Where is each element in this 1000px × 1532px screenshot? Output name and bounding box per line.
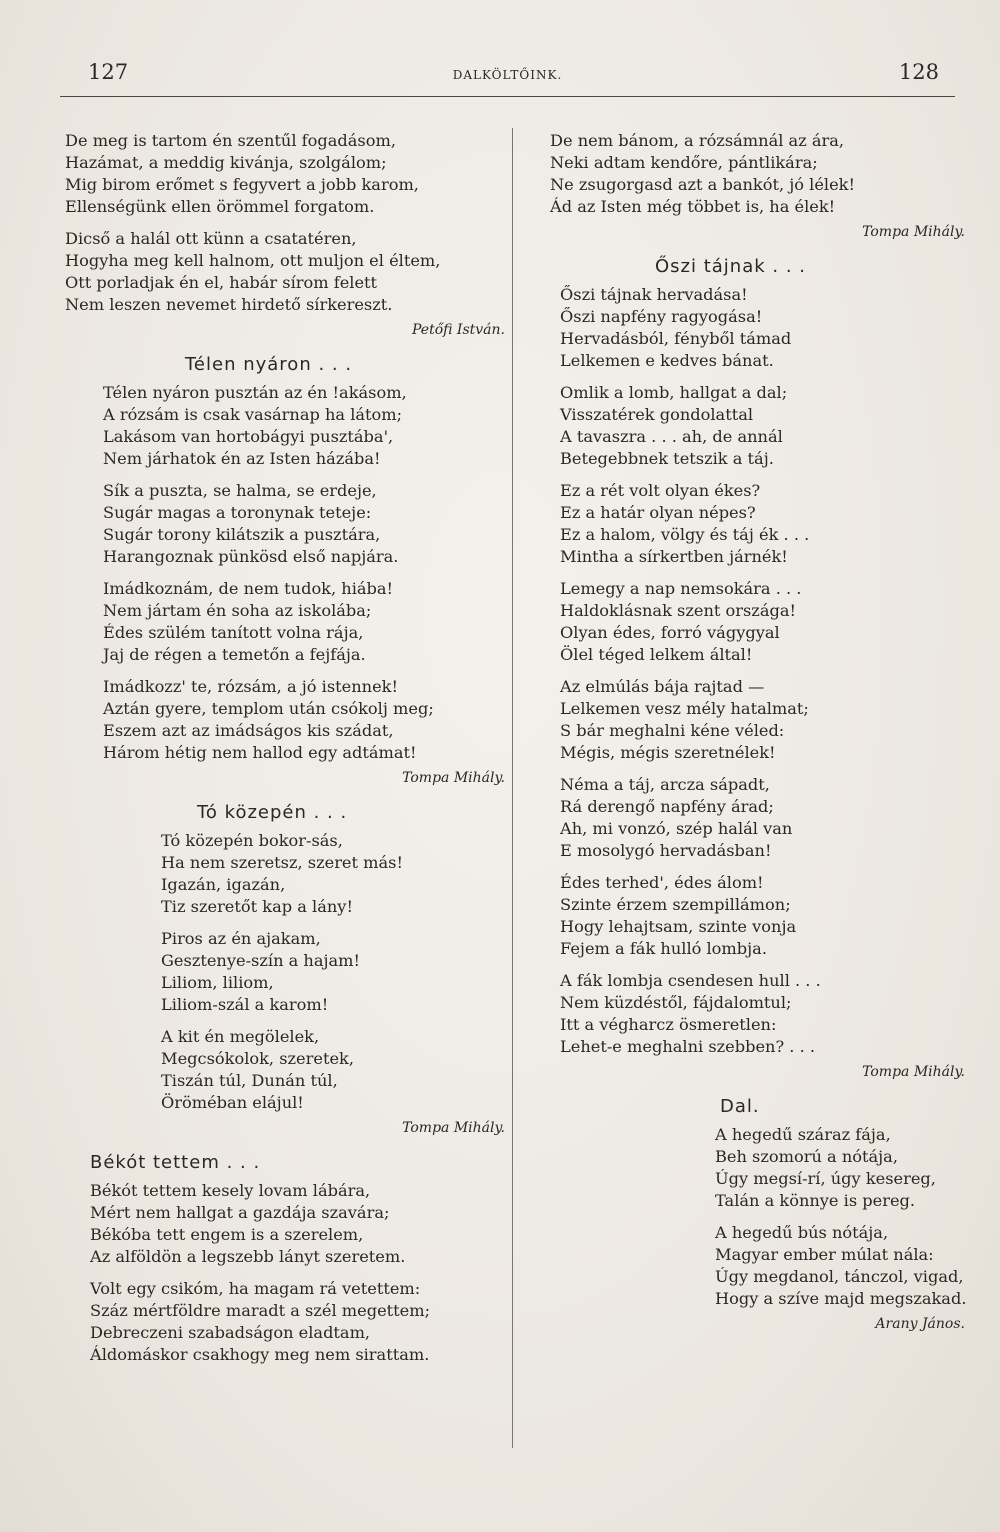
verse-line: Télen nyáron pusztán az én !akásom, xyxy=(103,383,407,402)
verse-line: Liliom, liliom, xyxy=(161,973,274,992)
verse-line: Harangoznak pünkösd első napjára. xyxy=(103,547,399,566)
verse-line: Itt a végharcz ösmeretlen: xyxy=(560,1015,777,1034)
stanza xyxy=(550,676,965,764)
poem xyxy=(65,798,505,1138)
stanza xyxy=(550,1124,965,1212)
verse-line: Imádkozz' te, rózsám, a jó istennek! xyxy=(103,677,398,696)
verse-line: Ah, mi vonzó, szép halál van xyxy=(560,819,793,838)
stanza xyxy=(65,676,505,764)
stanza xyxy=(65,228,505,316)
verse-line: Hogy lehajtsam, szinte vonja xyxy=(560,917,797,936)
stanza xyxy=(65,382,505,470)
verse-line: Betegebbnek tetszik a táj. xyxy=(560,449,774,468)
poem xyxy=(550,130,965,242)
verse-line: Hogyha meg kell halnom, ott muljon el éltem, xyxy=(65,251,441,270)
stanza xyxy=(550,872,965,960)
page-number-right: 128 xyxy=(898,60,939,84)
verse-line: De meg is tartom én szentűl fogadásom, xyxy=(65,131,396,150)
verse-line: Hogy a szíve majd megszakad. xyxy=(715,1289,967,1308)
verse-line: Olyan édes, forró vágygyal xyxy=(560,623,780,642)
verse-line: Hazámat, a meddig kivánja, szolgálom; xyxy=(65,153,387,172)
poem xyxy=(550,1092,965,1334)
stanza xyxy=(550,480,965,568)
poem xyxy=(65,350,505,788)
verse-line: Haldoklásnak szent országa! xyxy=(560,601,797,620)
stanza xyxy=(65,1026,505,1114)
verse-line: Eszem azt az imádságos kis szádat, xyxy=(103,721,394,740)
verse-line: A rózsám is csak vasárnap ha látom; xyxy=(103,405,403,424)
poem-author: Tompa Mihály. xyxy=(402,770,505,786)
stanza xyxy=(65,1180,505,1268)
verse-line: Beh szomorú a nótája, xyxy=(715,1147,898,1166)
verse-line: A kit én megölelek, xyxy=(161,1027,320,1046)
running-title: DALKÖLTŐINK. xyxy=(452,68,563,82)
verse-line: Jaj de régen a temetőn a fejfája. xyxy=(103,645,366,664)
poem-author: Tompa Mihály. xyxy=(862,224,965,240)
right-column xyxy=(550,130,965,1344)
verse-line: Nem járhatok én az Isten házába! xyxy=(103,449,381,468)
poem xyxy=(65,130,505,340)
verse-line: Ha nem szeretsz, szeret más! xyxy=(161,853,403,872)
left-column xyxy=(65,130,505,1376)
verse-line: A hegedű bús nótája, xyxy=(715,1223,889,1242)
poem-title: Őszi tájnak . . . xyxy=(655,256,806,277)
poem xyxy=(65,1148,505,1366)
verse-line: Fejem a fák hulló lombja. xyxy=(560,939,767,958)
verse-line: Ád az Isten még többet is, ha élek! xyxy=(550,197,836,216)
verse-line: Imádkoznám, de nem tudok, hiába! xyxy=(103,579,394,598)
verse-line: Liliom-szál a karom! xyxy=(161,995,329,1014)
verse-line: E mosolygó hervadásban! xyxy=(560,841,772,860)
stanza xyxy=(65,830,505,918)
verse-line: Száz mértföldre maradt a szél megettem; xyxy=(90,1301,431,1320)
verse-line: Igazán, igazán, xyxy=(161,875,286,894)
verse-line: A fák lombja csendesen hull . . . xyxy=(560,971,821,990)
verse-line: Ne zsugorgasd azt a bankót, jó lélek! xyxy=(550,175,855,194)
stanza xyxy=(65,1278,505,1366)
verse-line: Sík a puszta, se halma, se erdeje, xyxy=(103,481,377,500)
stanza xyxy=(65,928,505,1016)
verse-line: Talán a könnye is pereg. xyxy=(715,1191,916,1210)
verse-line: Lehet-e meghalni szebben? . . . xyxy=(560,1037,816,1056)
verse-line: Tiz szeretőt kap a lány! xyxy=(161,897,353,916)
poem-title: Télen nyáron . . . xyxy=(185,354,353,375)
verse-line: A tavaszra . . . ah, de annál xyxy=(560,427,783,446)
verse-line: Ellenségünk ellen örömmel forgatom. xyxy=(65,197,375,216)
stanza xyxy=(550,774,965,862)
verse-line: Gesztenye-szín a hajam! xyxy=(161,951,361,970)
verse-line: Békót tettem kesely lovam lábára, xyxy=(90,1181,371,1200)
verse-line: Tó közepén bokor-sás, xyxy=(161,831,343,850)
poem xyxy=(550,252,965,1082)
verse-line: Mért nem hallgat a gazdája szavára; xyxy=(90,1203,390,1222)
verse-line: Mintha a sírkertben járnék! xyxy=(560,547,788,566)
verse-line: Omlik a lomb, hallgat a dal; xyxy=(560,383,788,402)
verse-line: Lakásom van hortobágyi pusztába', xyxy=(103,427,394,446)
verse-line: Rá derengő napfény árad; xyxy=(560,797,774,816)
verse-line: Öröméban elájul! xyxy=(161,1093,304,1112)
verse-line: Neki adtam kendőre, pántlikára; xyxy=(550,153,818,172)
verse-line: Őszi tájnak hervadása! xyxy=(560,285,748,304)
verse-line: Ez a határ olyan népes? xyxy=(560,503,756,522)
verse-line: Piros az én ajakam, xyxy=(161,929,321,948)
verse-line: Ez a rét volt olyan ékes? xyxy=(560,481,761,500)
poem-author: Tompa Mihály. xyxy=(402,1120,505,1136)
verse-line: Aztán gyere, templom után csókolj meg; xyxy=(103,699,434,718)
verse-line: Sugár magas a toronynak teteje: xyxy=(103,503,372,522)
verse-line: Lemegy a nap nemsokára . . . xyxy=(560,579,802,598)
verse-line: Nem leszen nevemet hirdető sírkereszt. xyxy=(65,295,393,314)
verse-line: Tiszán túl, Dunán túl, xyxy=(161,1071,338,1090)
verse-line: Sugár torony kilátszik a pusztára, xyxy=(103,525,381,544)
verse-line: Néma a táj, arcza sápadt, xyxy=(560,775,770,794)
stanza xyxy=(65,480,505,568)
verse-line: De nem bánom, a rózsámnál az ára, xyxy=(550,131,845,150)
verse-line: Úgy megdanol, tánczol, vigad, xyxy=(715,1267,964,1286)
page-number-left: 127 xyxy=(88,60,129,84)
verse-line: Három hétig nem hallod egy adtámat! xyxy=(103,743,417,762)
stanza xyxy=(65,130,505,218)
stanza xyxy=(550,970,965,1058)
verse-line: Az alföldön a legszebb lányt szeretem. xyxy=(90,1247,406,1266)
header-rule xyxy=(60,96,955,97)
verse-line: Lelkemen vesz mély hatalmat; xyxy=(560,699,809,718)
verse-line: Debreczeni szabadságon eladtam, xyxy=(90,1323,371,1342)
verse-line: Áldomáskor csakhogy meg nem sirattam. xyxy=(90,1345,430,1364)
verse-line: Szinte érzem szempillámon; xyxy=(560,895,791,914)
verse-line: Ott porladjak én el, habár sírom felett xyxy=(65,273,378,292)
verse-line: Nem jártam én soha az iskolába; xyxy=(103,601,372,620)
stanza xyxy=(550,130,965,218)
verse-line: A hegedű száraz fája, xyxy=(715,1125,891,1144)
verse-line: Ez a halom, völgy és táj ék . . . xyxy=(560,525,810,544)
verse-line: Édes szülém tanított volna rája, xyxy=(103,623,364,642)
verse-line: Úgy megsí-rí, úgy kesereg, xyxy=(715,1169,936,1188)
poem-author: Petőfi István. xyxy=(412,322,505,338)
verse-line: Megcsókolok, szeretek, xyxy=(161,1049,354,1068)
verse-line: Nem küzdéstől, fájdalomtul; xyxy=(560,993,792,1012)
stanza xyxy=(550,1222,965,1310)
verse-line: Békóba tett engem is a szerelem, xyxy=(90,1225,364,1244)
stanza xyxy=(65,578,505,666)
verse-line: Lelkemen e kedves bánat. xyxy=(560,351,774,370)
verse-line: Az elmúlás bája rajtad — xyxy=(560,677,765,696)
stanza xyxy=(550,284,965,372)
verse-line: Hervadásból, fényből támad xyxy=(560,329,792,348)
verse-line: Magyar ember múlat nála: xyxy=(715,1245,934,1264)
verse-line: Édes terhed', édes álom! xyxy=(560,873,764,892)
poem-author: Tompa Mihály. xyxy=(862,1064,965,1080)
verse-line: Visszatérek gondolattal xyxy=(560,405,754,424)
poem-title: Békót tettem . . . xyxy=(90,1152,261,1173)
verse-line: Mig birom erőmet s fegyvert a jobb karom, xyxy=(65,175,419,194)
poem-title: Dal. xyxy=(720,1096,760,1117)
poem-author: Arany János. xyxy=(875,1316,965,1332)
poem-title: Tó közepén . . . xyxy=(197,802,348,823)
verse-line: Dicső a halál ott künn a csatatéren, xyxy=(65,229,357,248)
verse-line: S bár meghalni kéne véled: xyxy=(560,721,785,740)
verse-line: Mégis, mégis szeretnélek! xyxy=(560,743,776,762)
stanza xyxy=(550,382,965,470)
verse-line: Volt egy csikóm, ha magam rá vetettem: xyxy=(90,1279,421,1298)
column-divider xyxy=(512,128,513,1448)
stanza xyxy=(550,578,965,666)
verse-line: Őszi napfény ragyogása! xyxy=(560,307,763,326)
page-header xyxy=(60,60,955,90)
verse-line: Ölel téged lelkem által! xyxy=(560,645,753,664)
